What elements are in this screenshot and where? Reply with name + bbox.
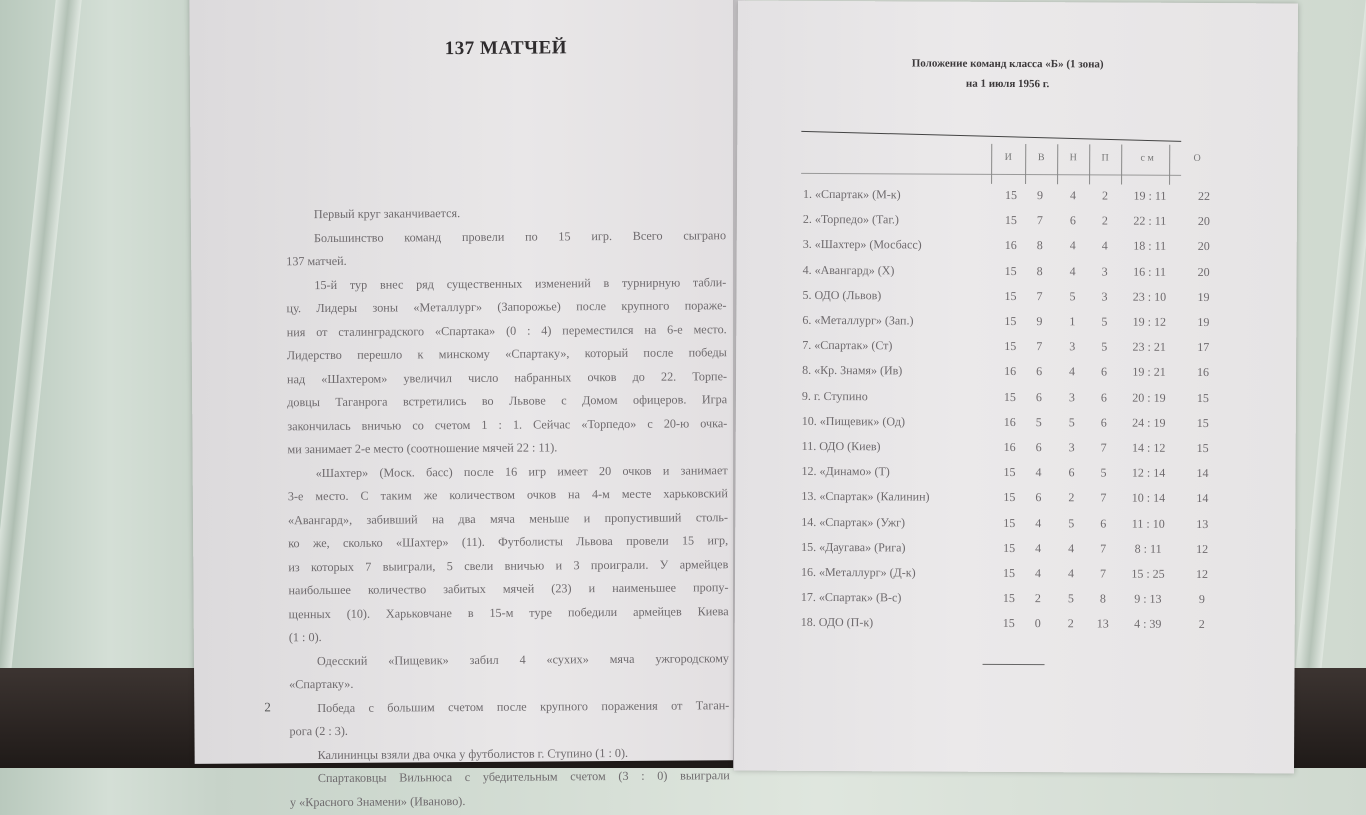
cell-points: 19 <box>1197 289 1210 304</box>
cell-team-name: 11. ОДО (Киев) <box>801 438 881 454</box>
cell-team-name: 8. «Кр. Знамя» (Ив) <box>802 363 903 378</box>
cell-draws: 4 <box>1069 188 1077 203</box>
cell-goals: 16 : 11 <box>1133 264 1167 279</box>
cell-games: 15 <box>1004 339 1017 354</box>
cell-losses: 6 <box>1100 415 1107 430</box>
cell-draws: 3 <box>1069 339 1076 354</box>
text-line: закончилась вничью со счетом 1 : 1. Сейчас «Торпедо» с 20-ю очка- <box>287 415 728 433</box>
cell-points: 20 <box>1197 214 1210 229</box>
text-line: наибольшее количество забитых мячей (23) и наименьшее пропу- <box>288 580 729 598</box>
cell-games: 15 <box>1004 288 1017 303</box>
cell-goals: 23 : 10 <box>1132 289 1167 304</box>
cell-games: 16 <box>1004 364 1017 379</box>
cell-team-name: 7. «Спартак» (Ст) <box>802 338 893 353</box>
table-row <box>803 187 1223 211</box>
cell-points: 22 <box>1197 188 1211 204</box>
cell-games: 15 <box>1003 540 1016 555</box>
table-row <box>802 439 1222 463</box>
cell-points: 13 <box>1196 516 1209 531</box>
text-line: Спартаковцы Вильнюса с убедительным счетом (3 : 0) выиграли <box>317 768 730 786</box>
cell-goals: 23 : 21 <box>1132 339 1166 354</box>
article-text <box>286 200 730 814</box>
text-line: рога (2 : 3). <box>289 723 349 739</box>
header-games: И <box>1004 151 1012 163</box>
cell-team-name: 18. ОДО (П-к) <box>800 615 874 630</box>
table-top-rule <box>801 131 1181 142</box>
text-line: у «Красного Знамени» (Иваново). <box>289 793 466 809</box>
cell-losses: 3 <box>1101 289 1108 304</box>
cell-draws: 5 <box>1068 515 1075 530</box>
end-dash <box>983 664 1045 665</box>
cell-points: 15 <box>1196 415 1209 430</box>
cell-wins: 9 <box>1036 188 1044 203</box>
column-divider <box>1169 145 1170 185</box>
table-row <box>802 363 1222 387</box>
cell-draws: 6 <box>1069 213 1076 228</box>
cell-wins: 6 <box>1035 440 1042 455</box>
cell-wins: 4 <box>1035 465 1042 480</box>
cell-points: 17 <box>1197 340 1210 355</box>
table-title <box>858 53 1158 95</box>
text-line: 15-й тур внес ряд существенных изменений в турнирную табли- <box>314 274 727 292</box>
column-divider <box>1025 144 1026 184</box>
table-row <box>802 388 1222 412</box>
cell-losses: 6 <box>1101 364 1108 379</box>
text-line: (1 : 0). <box>288 630 322 645</box>
cell-goals: 10 : 14 <box>1131 490 1166 506</box>
cell-draws: 5 <box>1068 415 1075 430</box>
text-line: цу. Лидеры зоны «Металлург» (Запорожье) после крупного пораже- <box>286 298 727 316</box>
header-draws: Н <box>1069 152 1077 164</box>
cell-draws: 2 <box>1067 616 1074 631</box>
text-line: Лидерство перешло к минскому «Спартаку», который после победы <box>286 345 727 363</box>
text-line: довцы Таганрога встретились во Львове с Домом офицеров. Игра <box>287 392 728 410</box>
cell-goals: 20 : 19 <box>1132 390 1166 405</box>
header-wins: В <box>1037 152 1045 164</box>
text-line: щенных (10). Харьковчане в 15-м туре победили армейцев Киева <box>288 603 729 621</box>
cell-losses: 5 <box>1101 314 1108 329</box>
cell-losses: 2 <box>1101 213 1108 228</box>
cell-wins: 6 <box>1035 490 1042 505</box>
cell-team-name: 9. г. Ступино <box>801 388 868 403</box>
text-line: ния от сталинградского «Спартака» (0 : 4) переместился на 6-е место. <box>286 321 727 339</box>
table-row <box>802 288 1222 312</box>
table-row <box>803 212 1223 236</box>
text-line: ми занимает 2-е место (соотношение мячей 22 : 11). <box>287 440 558 457</box>
cell-team-name: 15. «Даугава» (Рига) <box>801 539 906 555</box>
header-points: О <box>1193 152 1201 164</box>
cell-team-name: 5. ОДО (Львов) <box>802 287 882 303</box>
cell-wins: 4 <box>1034 566 1042 581</box>
cell-wins: 4 <box>1035 540 1042 555</box>
table-row <box>801 464 1221 488</box>
cell-points: 16 <box>1197 365 1210 380</box>
table-row <box>801 514 1221 538</box>
curtain-stripe <box>1294 0 1366 680</box>
cell-draws: 4 <box>1067 566 1075 581</box>
cell-wins: 0 <box>1034 616 1041 631</box>
left-page <box>189 0 746 809</box>
cell-points: 14 <box>1196 491 1209 506</box>
table-row <box>802 338 1222 362</box>
cell-draws: 5 <box>1069 289 1076 304</box>
table-row <box>801 615 1221 639</box>
cell-team-name: 13. «Спартак» (Калинин) <box>801 489 930 504</box>
text-line: Одесский «Пищевик» забил 4 «сухих» мяча ужгородскому <box>316 650 730 668</box>
cell-losses: 6 <box>1100 516 1107 531</box>
table-row <box>801 590 1221 614</box>
text-line: ко же, сколько «Шахтер» (11). Футболисты Львова провели 15 игр, <box>288 533 729 551</box>
column-divider <box>1089 144 1090 184</box>
cell-losses: 2 <box>1101 188 1109 203</box>
cell-goals: 9 : 13 <box>1134 591 1162 606</box>
column-divider <box>991 144 992 184</box>
cell-goals: 4 : 39 <box>1134 617 1162 632</box>
cell-team-name: 3. «Шахтер» (Мосбасс) <box>802 237 922 252</box>
cell-wins: 5 <box>1035 414 1042 429</box>
column-divider <box>1057 144 1058 184</box>
cell-games: 15 <box>1003 490 1016 505</box>
text-line: «Авангард», забивший на два мяча меньше и пропустивший столь- <box>287 509 729 527</box>
text-line: над «Шахтером» увеличил число набранных очков до 22. Торпе- <box>286 368 728 386</box>
cell-games: 16 <box>1004 238 1017 253</box>
cell-games: 15 <box>1002 565 1016 580</box>
cell-games: 15 <box>1002 616 1015 631</box>
text-line: Победа с большим счетом после крупного поражения от Таган- <box>317 697 730 715</box>
cell-games: 16 <box>1003 414 1016 429</box>
cell-points: 12 <box>1195 566 1209 582</box>
cell-wins: 8 <box>1036 238 1043 253</box>
cell-draws: 3 <box>1068 389 1075 404</box>
text-line: Первый круг заканчивается. <box>313 206 461 222</box>
cell-draws: 5 <box>1067 591 1074 606</box>
cell-goals: 24 : 19 <box>1132 415 1166 430</box>
cell-goals: 12 : 14 <box>1131 465 1166 480</box>
cell-wins: 7 <box>1036 213 1043 228</box>
cell-draws: 1 <box>1069 314 1076 329</box>
table-row <box>801 565 1221 589</box>
cell-losses: 7 <box>1100 440 1107 455</box>
text-line: из которых 7 выиграли, 5 свели вничью и 3 проиграли. У армейцев <box>288 556 729 574</box>
cell-goals: 18 : 11 <box>1133 239 1167 254</box>
cell-team-name: 4. «Авангард» (Х) <box>802 262 895 277</box>
cell-team-name: 2. «Торпедо» (Таг.) <box>802 212 899 227</box>
cell-points: 9 <box>1198 592 1205 607</box>
cell-team-name: 10. «Пищевик» (Од) <box>801 413 906 429</box>
text-line: Калининцы взяли два очка у футболистов г. Ступино (1 : 0). <box>317 745 629 762</box>
cell-points: 2 <box>1198 617 1205 632</box>
cell-team-name: 14. «Спартак» (Ужг) <box>801 514 906 530</box>
cell-goals: 8 : 11 <box>1134 541 1162 556</box>
page-number: 2 <box>264 699 271 715</box>
cell-losses: 13 <box>1096 616 1109 631</box>
cell-losses: 6 <box>1100 390 1107 405</box>
cell-goals: 15 : 25 <box>1131 566 1165 581</box>
cell-games: 15 <box>1004 213 1017 228</box>
cell-team-name: 1. «Спартак» (М-к) <box>802 186 901 202</box>
cell-games: 15 <box>1002 591 1015 606</box>
cell-goals: 11 : 10 <box>1131 516 1165 531</box>
cell-wins: 9 <box>1036 314 1043 329</box>
cell-team-name: 16. «Металлург» (Д-к) <box>800 564 916 580</box>
cell-draws: 3 <box>1068 440 1075 455</box>
cell-losses: 7 <box>1099 566 1107 581</box>
cell-points: 19 <box>1197 314 1210 330</box>
cell-wins: 7 <box>1036 339 1043 354</box>
cell-draws: 4 <box>1069 364 1076 379</box>
cell-team-name: 12. «Динамо» (Т) <box>801 464 890 479</box>
cell-points: 15 <box>1196 390 1209 405</box>
cell-games: 15 <box>1003 465 1016 480</box>
cell-games: 15 <box>1004 263 1017 278</box>
text-line: «Шахтер» (Моск. басс) после 16 игр имеет 20 очков и занимает <box>315 462 728 480</box>
cell-points: 12 <box>1196 541 1209 556</box>
text-line: «Спартаку». <box>289 676 354 692</box>
table-title-line1: Положение команд класса «Б» (1 зона) <box>911 57 1104 71</box>
cell-points: 20 <box>1197 239 1210 254</box>
cell-games: 15 <box>1004 313 1017 329</box>
text-line: 3-е место. С таким же количеством очков на 4-м месте харьковский <box>287 486 728 504</box>
cell-losses: 4 <box>1101 238 1108 253</box>
text-line: Большинство команд провели по 15 игр. Всего сыграно <box>313 227 727 245</box>
cell-losses: 5 <box>1100 465 1107 480</box>
cell-draws: 4 <box>1068 541 1075 556</box>
cell-points: 15 <box>1196 440 1209 456</box>
cell-draws: 2 <box>1068 490 1075 505</box>
cell-losses: 7 <box>1100 490 1107 505</box>
table-row <box>801 540 1221 564</box>
cell-losses: 3 <box>1101 264 1108 279</box>
cell-draws: 4 <box>1069 238 1076 253</box>
cell-team-name: 6. «Металлург» (Зап.) <box>802 312 914 328</box>
cell-goals: 19 : 21 <box>1132 365 1166 380</box>
cell-points: 14 <box>1196 466 1209 481</box>
cell-wins: 6 <box>1036 364 1043 379</box>
cell-losses: 8 <box>1099 591 1106 606</box>
column-divider <box>1121 145 1122 185</box>
cell-wins: 7 <box>1036 288 1043 303</box>
cell-games: 16 <box>1003 439 1016 454</box>
table-row <box>801 489 1221 513</box>
text-line: 137 матчей. <box>286 253 347 269</box>
table-row <box>802 414 1222 438</box>
cell-draws: 6 <box>1068 465 1075 480</box>
header-goals: с м <box>1140 152 1154 164</box>
cell-games: 15 <box>1004 187 1018 203</box>
cell-team-name: 17. «Спартак» (В-с) <box>800 590 902 605</box>
cell-wins: 2 <box>1034 591 1041 606</box>
right-page <box>734 1 1298 774</box>
table-row <box>803 237 1223 261</box>
cell-goals: 14 : 12 <box>1131 440 1166 455</box>
cell-games: 15 <box>1003 389 1016 404</box>
cell-losses: 7 <box>1100 541 1107 556</box>
header-losses: П <box>1101 152 1109 164</box>
cell-goals: 22 : 11 <box>1133 213 1167 228</box>
cell-wins: 4 <box>1035 515 1042 530</box>
cell-games: 15 <box>1003 515 1016 530</box>
page-title: 137 МАТЧЕЙ <box>444 37 568 60</box>
curtain-stripe <box>0 0 82 680</box>
table-row <box>802 313 1222 337</box>
cell-points: 20 <box>1197 264 1210 279</box>
cell-goals: 19 : 12 <box>1132 314 1167 329</box>
cell-goals: 19 : 11 <box>1133 188 1167 203</box>
table-row <box>803 262 1223 286</box>
cell-losses: 5 <box>1101 339 1108 354</box>
table-title-line2: на 1 июля 1956 г. <box>965 77 1050 91</box>
cell-wins: 8 <box>1036 263 1043 278</box>
cell-wins: 6 <box>1035 389 1042 404</box>
cell-draws: 4 <box>1069 263 1076 278</box>
